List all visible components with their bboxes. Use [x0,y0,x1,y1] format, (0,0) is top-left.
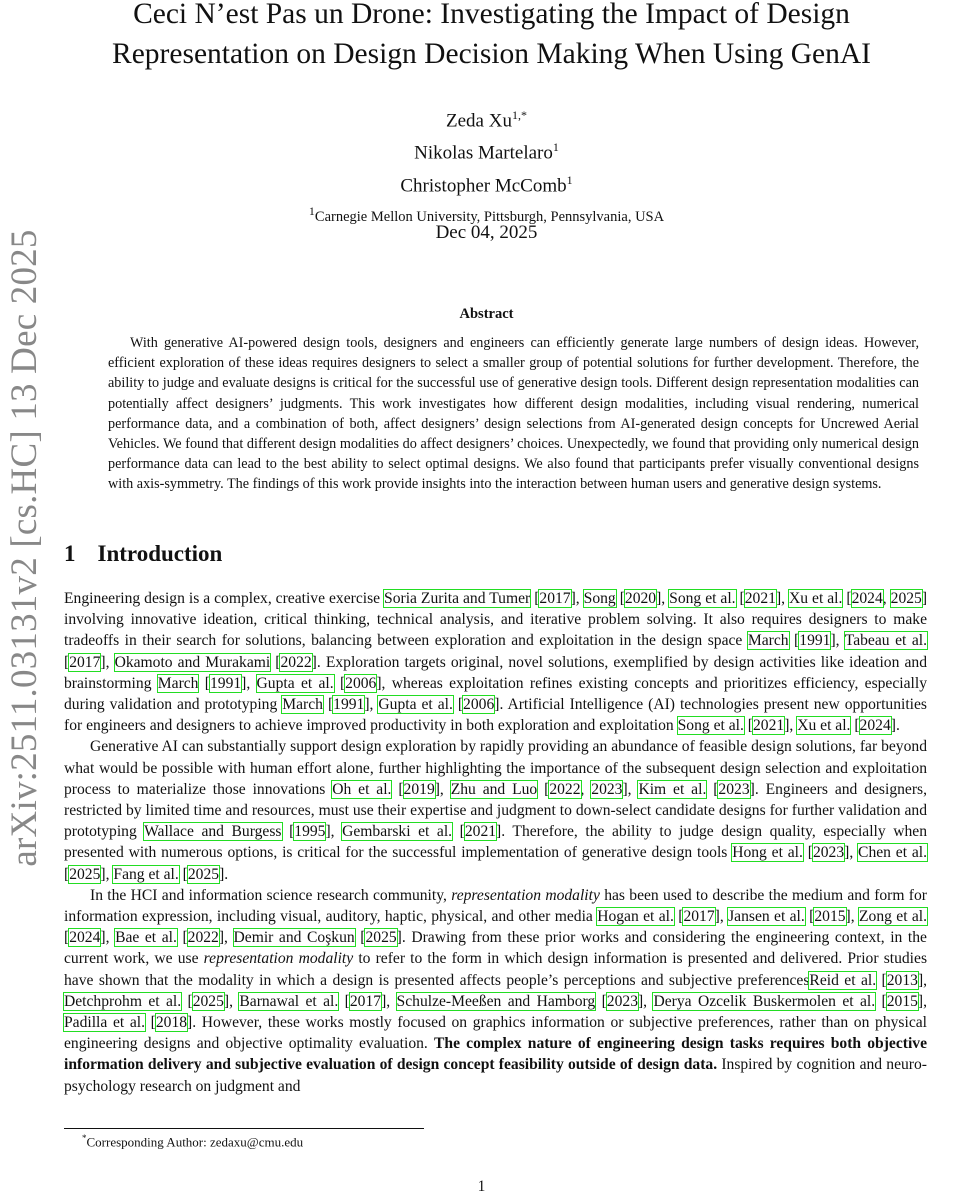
citation-year-link[interactable]: 2006 [345,674,377,692]
footnote: *Corresponding Author: zedaxu@cmu.edu [82,1133,304,1150]
citation-link[interactable]: Xu et al. [797,717,851,735]
citation-link[interactable]: Tabeau et al. [844,632,928,650]
citation-link[interactable]: Zhu and Luo [450,780,538,798]
footnote-divider [64,1128,424,1129]
citation-year-link[interactable]: 2022 [280,653,312,671]
citation-link[interactable]: Oh et al. [332,780,392,798]
title-line-2: Representation on Design Decision Making When Using GenAI [112,38,871,70]
citation-link[interactable]: Gembarski et al. [342,823,453,841]
citation-year-link[interactable]: 2018 [155,1014,188,1032]
citation-year-link[interactable]: 2006 [463,696,495,714]
citation-year-link[interactable]: 2025 [890,590,922,607]
arxiv-stamp: arXiv:2511.03131v2 [cs.HC] 13 Dec 2025 [4,229,45,867]
citation-year-link[interactable]: 2025 [365,929,397,947]
citation-year-link[interactable]: 2013 [886,971,918,989]
citation-year-link[interactable]: 1991 [333,696,365,714]
citation-year-link[interactable]: 2023 [812,844,845,862]
section-heading: 1 Introduction [64,541,223,566]
citation-year-link[interactable]: 2022 [549,780,581,798]
abstract-heading: Abstract [459,306,514,322]
author-block [60,102,913,227]
citation-link[interactable]: Jansen et al. [728,908,805,926]
citation-link[interactable]: Hogan et al. [597,908,674,926]
title-line-1: Ceci N’est Pas un Drone: Investigating the Impact of Design [133,0,850,30]
citation-link[interactable]: Kim et al. [638,780,707,798]
citation-year-link[interactable]: 2022 [187,929,219,947]
introduction-body [64,588,927,1097]
author-1: Zeda $Xu^{1,*}$ [446,108,527,132]
citation-year-link[interactable]: 1995 [294,823,326,841]
citation-year-link[interactable]: 2023 [718,780,750,798]
affiliation: $^1$Carnegie Mellon University, Pittsburgh, Pennsylvania, USA [308,203,665,225]
citation-year-link[interactable]: 2021 [753,717,785,735]
page-number: 1 [477,1178,486,1195]
citation-year-link[interactable]: 2020 [624,590,657,607]
citation-year-link[interactable]: 2025 [192,992,224,1010]
author-3: Christopher McComb$^1$ [400,172,573,196]
citation-link[interactable]: Song [583,590,616,607]
paper-date: Dec 04, 2025 [435,222,538,243]
citation-link[interactable]: March [157,674,199,692]
citation-year-link[interactable]: 2023 [591,780,623,798]
citation-link[interactable]: Okamoto and Murakami [114,653,271,671]
paragraph-1: Engineering design is a complex, creative exercise Soria Zurita and Tumer [2017], Song [2020], Song et al. [2021], Xu et al. [2024, 2025] involving innovative ideation, critical thinking, technical analysis, and iterative problem solving. It also requires designers to make tradeoffs in their search for solutions, balancing between exploration and exploitation in the design space March [1991], Tabeau et al. [2017], Okamoto and Murakami [2022]. Exploration targets original, novel solutions, exemplified by design activities like ideation and brainstorming March [1991], Gupta et al. [2006], whereas exploitation refines existing concepts and prioritizes efficiency, especially during validation and prototyping March [1991], Gupta et al. [2006]. Artificial Intelligence (AI) technologies present new opportunities for engineers and designers to achieve improved productivity in both exploration and exploitation Song et al. [2021], Xu et al. [2024]. [64,590,928,735]
citation-year-link[interactable]: 2024 [851,590,883,607]
citation-year-link[interactable]: 2024 [69,929,101,947]
citation-link[interactable]: Wallace and Burgess [144,823,282,841]
citation-link[interactable]: Gupta et al. [256,674,334,692]
citation-link[interactable]: Bae et al. [115,929,177,947]
citation-link[interactable]: Chen et al. [858,844,928,862]
citation-year-link[interactable]: 2025 [187,865,220,883]
author-2: Nikolas Martelaro$^1$ [414,140,559,164]
citation-year-link[interactable]: 2021 [464,823,497,841]
citation-year-link[interactable]: 1991 [209,674,242,692]
citation-year-link[interactable]: 2015 [886,992,918,1010]
citation-link[interactable]: Hong et al. [732,844,803,862]
citation-link[interactable]: Demir and Coşkun [233,929,355,947]
citation-year-link[interactable]: 2015 [814,908,846,926]
citation-year-link[interactable]: 2017 [539,590,571,607]
citation-link[interactable]: Reid et al. [809,971,877,989]
citation-link[interactable]: Zong et al. [859,908,928,926]
citation-year-link[interactable]: 2019 [403,780,435,798]
citation-year-link[interactable]: 2025 [69,865,101,883]
citation-year-link[interactable]: 1991 [799,632,831,650]
paragraph-2: Generative AI can substantially support design exploration by rapidly providing an abundance of feasible design solutions, far beyond what would be possible with human effort alone, further highlighting the importance of the subsequent design selection and exploitation process to materialize those innovations Oh et al. [2019], Zhu and Luo [2022, 2023], Kim et al. [2023]. Engineers and designers, restricted by limited time and resources, must use their expertise and judgment to down-select candidate designs for further validation and prototyping Wallace and Burgess [1995], Gembarski et al. [2021]. Therefore, the ability to judge design quality, especially when presented with numerous options, is critical for the successful implementation of generative design tools Hong et al. [2023], Chen et al. [2025], Fang et al. [2025]. [64,738,928,883]
citation-link[interactable]: Detchprohm et al. [64,992,182,1010]
citation-link[interactable]: Song et al. [677,717,744,735]
paragraph-3: In the HCI and information science research community, representation modality has been used to describe the medium and form for information expression, including visual, auditory, haptic, physical, and other media Hogan et al. [2017], Jansen et al. [2015], Zong et al. [2024], Bae et al. [2022], Demir and Coşkun [2025]. Drawing from these prior works and considering the engineering context, in the current work, we use representation modality to refer to the form in which design information is presented and delivered. Prior studies have shown that the modality in which a design is presented affects people’s perceptions and subjective preferencesReid et al. [2013], Detchprohm et al. [2025], Barnawal et al. [2017], Schulze-Meeßen and Hamborg [2023], Derya Ozcelik Buskermolen et al. [2015], Padilla et al. [2018]. However, these works mostly focused on graphics information or subjective preferences, rather than on physical engineering designs and objective optimality evaluation. The complex nature of engineering design tasks requires both objective information delivery and subjective evaluation of design concept feasibility outside of design data. Inspired by cognition and neuro-psychology research on judgment and [64,886,928,1095]
abstract-text: With generative AI-powered design tools, designers and engineers can efficiently generate large numbers of design ideas. However, efficient exploration of these ideas requires designers to select a smaller group of potential solutions for further development. Therefore, the ability to judge and evaluate designs is critical for the successful use of generative design tools. Different design representation modalities can potentially affect designers’ judgments. This work investigates how different design modalities, including visual rendering, numerical performance data, and a combination of both, affect designers’ design selections from AI-generated design concepts for Uncrewed Aerial Vehicles. We found that different design modalities do affect designers’ choices. Unexpectedly, we found that providing only numerical design performance data can lead to the best ability to select optimal designs. We also found that participants prefer visually conventional designs with axis-symmetry. The findings of this work provide insights into the interaction between human users and generative design systems. [108,335,919,493]
citation-link[interactable]: March [282,696,323,714]
citation-link[interactable]: Fang et al. [113,865,179,883]
citation-link[interactable]: Xu et al. [789,590,843,607]
citation-year-link[interactable]: 2023 [606,992,638,1010]
citation-link[interactable]: Schulze-Meeßen and Hamborg [396,992,596,1010]
citation-link[interactable]: Song et al. [669,590,736,607]
citation-link[interactable]: Soria Zurita and Tumer [384,590,531,607]
citation-year-link[interactable]: 2024 [859,717,891,735]
citation-link[interactable]: Barnawal et al. [239,992,339,1010]
citation-link[interactable]: Gupta et al. [378,696,453,714]
citation-year-link[interactable]: 2021 [744,590,776,607]
citation-year-link[interactable]: 2017 [683,908,715,926]
citation-link[interactable]: Derya Ozcelik Buskermolen et al. [653,992,876,1010]
citation-year-link[interactable]: 2017 [69,653,101,671]
paper-title [70,0,913,74]
citation-year-link[interactable]: 2017 [349,992,382,1010]
citation-link[interactable]: March [747,632,789,650]
citation-link[interactable]: Padilla et al. [64,1014,145,1032]
